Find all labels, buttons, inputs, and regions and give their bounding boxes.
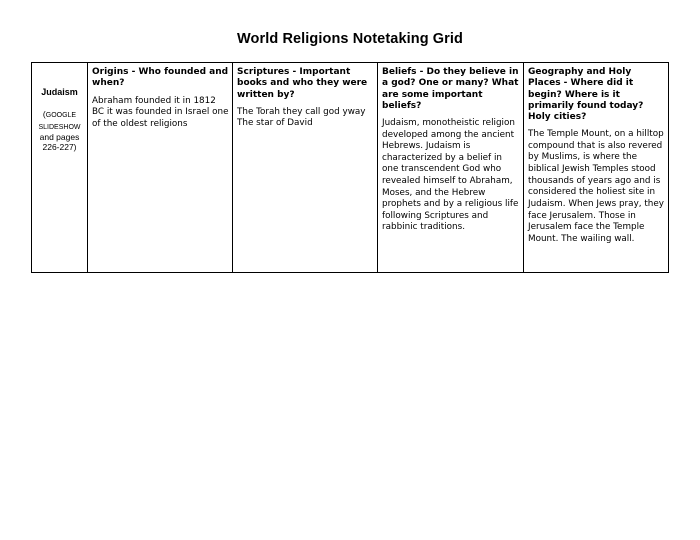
religion-name: Judaism — [41, 87, 78, 97]
religion-note-paren: ( — [42, 109, 46, 119]
religion-cell — [32, 63, 88, 273]
religion-note-source: GOOGLE SLIDESHOW — [38, 112, 81, 131]
origins-text: Abraham founded it in 1812 BC it was founded in Israel one of the oldest religions — [92, 95, 229, 129]
religion-note-pages: and pages 226-227) — [39, 132, 80, 153]
grid-row-judaism — [32, 63, 669, 273]
notetaking-grid — [31, 62, 669, 273]
scriptures-text: The Torah they call god yway The star of David — [237, 106, 366, 129]
page-title: World Religions Notetaking Grid — [237, 31, 463, 47]
origins-heading: Origins - Who founded and when? — [92, 67, 229, 89]
scriptures-cell — [233, 63, 378, 273]
geography-text: The Temple Mount, on a hilltop compound that is also revered by Muslims, is where the biblical Jewish Temples stood thousands of years ago and is considered the holiest site in Judaism. When Jews pray, they face Jerusalem. Those in Jerusalem face the Temple Mount. The wailing wall. — [528, 129, 665, 244]
beliefs-heading: Beliefs - Do they believe in a god? One or many? What are some important beliefs? — [382, 67, 519, 111]
beliefs-cell — [378, 63, 524, 273]
origins-cell — [88, 63, 233, 273]
geography-cell — [524, 63, 669, 273]
religion-note — [34, 109, 85, 153]
beliefs-text: Judaism, monotheistic religion developed among the ancient Hebrews. Judaism is characterized by a belief in one transcendent God who revealed himself to Abraham, Moses, and the Hebrew prophets and by a religious life following Scriptures and rabbinic traditions. — [382, 118, 519, 233]
geography-heading: Geography and Holy Places - Where did it begin? Where is it primarily found today? Holy cities? — [528, 67, 644, 122]
scriptures-heading: Scriptures - Important books and who they were written by? — [237, 67, 368, 100]
